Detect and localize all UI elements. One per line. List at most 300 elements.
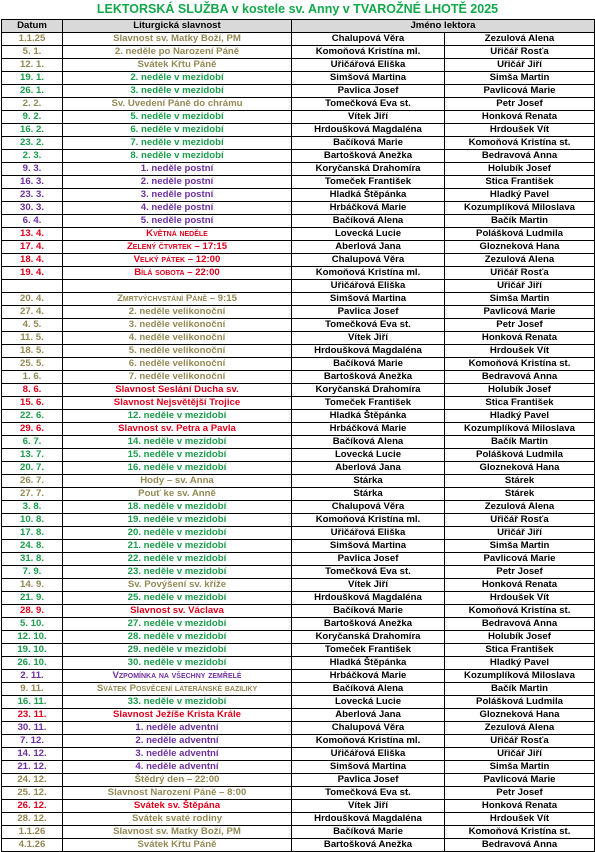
reader-1-cell: Vítek Jiří [292,111,445,124]
liturgy-cell: Hody – sv. Anna [63,475,292,488]
reader-2-cell: Simša Martin [445,761,595,774]
liturgy-cell: Slavnost sv. Matky Boží, PM [63,33,292,46]
table-row [2,618,595,631]
table-row [2,215,595,228]
liturgy-cell: 1. neděle postní [63,163,292,176]
table-row [2,423,595,436]
reader-2-cell: Polášková Ludmila [445,228,595,241]
reader-1-cell: Lovecká Lucie [292,228,445,241]
reader-1-cell: Koryčanská Drahomíra [292,163,445,176]
table-row [2,657,595,670]
liturgy-cell: Sv. Uvedení Páně do chrámu [63,98,292,111]
table-row [2,33,595,46]
reader-2-cell: Glozneková Hana [445,462,595,475]
date-cell: 17. 8. [2,527,63,540]
reader-2-cell: Hrdoušek Vít [445,124,595,137]
table-row [2,111,595,124]
table-row [2,696,595,709]
reader-2-cell: Uřičář Jiří [445,59,595,72]
reader-1-cell: Simšová Martina [292,293,445,306]
reader-1-cell: Simšová Martina [292,540,445,553]
reader-2-cell: Uřičář Jiří [445,280,595,293]
reader-2-cell: Uřičář Rosťa [445,46,595,59]
reader-1-cell: Bartošková Anežka [292,618,445,631]
reader-2-cell: Hladký Pavel [445,410,595,423]
reader-1-cell: Pavlica Josef [292,306,445,319]
reader-2-cell: Bačík Martin [445,683,595,696]
date-cell: 5. 1. [2,46,63,59]
reader-2-cell: Holubík Josef [445,631,595,644]
reader-1-cell: Chalupová Věra [292,501,445,514]
reader-1-cell: Hrdoušková Magdaléna [292,124,445,137]
liturgy-cell: Slavnost sv. Matky Boží, PM [63,826,292,839]
reader-schedule-table [1,19,595,852]
header-row [2,20,595,33]
reader-2-cell: Petr Josef [445,566,595,579]
reader-1-cell: Hrbáčková Marie [292,423,445,436]
reader-1-cell: Chalupová Věra [292,722,445,735]
date-cell: 9. 3. [2,163,63,176]
liturgy-cell: Slavnost Nejsvětější Trojice [63,397,292,410]
table-row [2,501,595,514]
date-cell: 19. 10. [2,644,63,657]
reader-2-cell: Holubík Josef [445,163,595,176]
liturgy-cell: 6. neděle velikonoční [63,358,292,371]
table-row [2,267,595,280]
reader-2-cell: Kozumplíková Miloslava [445,202,595,215]
date-cell [2,280,63,293]
date-cell: 2. 3. [2,150,63,163]
reader-2-cell: Bačík Martin [445,215,595,228]
reader-2-cell: Stica František [445,644,595,657]
liturgy-cell: Slavnost Ježíše Krista Krále [63,709,292,722]
reader-1-cell: Komoňová Kristína ml. [292,46,445,59]
reader-2-cell: Honková Renata [445,332,595,345]
liturgy-cell: 3. neděle adventní [63,748,292,761]
liturgy-cell: Sv. Povýšení sv. kříže [63,579,292,592]
date-cell: 13. 4. [2,228,63,241]
date-cell: 4. 5. [2,319,63,332]
reader-1-cell: Hrdoušková Magdaléna [292,345,445,358]
table-row [2,488,595,501]
reader-1-cell: Hrdoušková Magdaléna [292,592,445,605]
liturgy-cell: Slavnost sv. Václava [63,605,292,618]
reader-2-cell: Bedravová Anna [445,618,595,631]
table-row [2,85,595,98]
table-row [2,436,595,449]
reader-1-cell: Uřičářová Eliška [292,527,445,540]
reader-2-cell: Zezulová Alena [445,501,595,514]
table-row [2,735,595,748]
reader-1-cell: Aberlová Jana [292,709,445,722]
reader-1-cell: Uřičářová Eliška [292,280,445,293]
liturgy-cell: 30. neděle v mezidobí [63,657,292,670]
reader-1-cell: Lovecká Lucie [292,696,445,709]
reader-2-cell: Bačík Martin [445,436,595,449]
date-cell: 12. 1. [2,59,63,72]
liturgy-cell: Slavnost Narození Páně – 8:00 [63,787,292,800]
liturgy-cell: 28. neděle v mezidobí [63,631,292,644]
liturgy-cell: 6. neděle v mezidobí [63,124,292,137]
reader-1-cell: Bartošková Anežka [292,371,445,384]
reader-2-cell: Simša Martin [445,72,595,85]
date-cell: 16. 3. [2,176,63,189]
table-row [2,605,595,618]
date-cell: 15. 6. [2,397,63,410]
header-date: Datum [2,20,63,33]
reader-1-cell: Simšová Martina [292,761,445,774]
liturgy-cell: Svátek Posvěcení lateránské baziliky [63,683,292,696]
reader-2-cell: Polášková Ludmila [445,696,595,709]
table-row [2,813,595,826]
reader-1-cell: Komoňová Kristína ml. [292,735,445,748]
reader-2-cell: Uřičář Jiří [445,527,595,540]
reader-2-cell: Bedravová Anna [445,371,595,384]
table-row [2,306,595,319]
date-cell: 26. 10. [2,657,63,670]
reader-1-cell: Stárka [292,475,445,488]
header-reader: Jméno lektora [292,20,595,33]
reader-1-cell: Koryčanská Drahomíra [292,631,445,644]
liturgy-cell: Svátek svaté rodiny [63,813,292,826]
liturgy-cell: 12. neděle v mezidobí [63,410,292,423]
reader-2-cell: Stárek [445,475,595,488]
table-row [2,826,595,839]
reader-2-cell: Holubík Josef [445,384,595,397]
date-cell: 21. 12. [2,761,63,774]
reader-1-cell: Hrbáčková Marie [292,670,445,683]
date-cell: 17. 4. [2,241,63,254]
date-cell: 9. 11. [2,683,63,696]
table-row [2,319,595,332]
date-cell: 3. 8. [2,501,63,514]
table-row [2,241,595,254]
table-row [2,176,595,189]
table-row [2,553,595,566]
reader-2-cell: Komoňová Kristína st. [445,826,595,839]
date-cell: 2. 11. [2,670,63,683]
reader-2-cell: Honková Renata [445,800,595,813]
liturgy-cell: 2. neděle postní [63,176,292,189]
table-row [2,592,595,605]
reader-1-cell: Stárka [292,488,445,501]
liturgy-cell: Svátek Křtu Páně [63,59,292,72]
liturgy-cell: 2. neděle adventní [63,735,292,748]
table-row [2,137,595,150]
reader-2-cell: Kozumplíková Miloslava [445,670,595,683]
liturgy-cell: 2. neděle po Narození Páně [63,46,292,59]
date-cell: 30. 11. [2,722,63,735]
reader-1-cell: Bačíková Alena [292,215,445,228]
reader-1-cell: Komoňová Kristína ml. [292,514,445,527]
reader-2-cell: Komoňová Kristína st. [445,605,595,618]
reader-1-cell: Aberlová Jana [292,241,445,254]
reader-2-cell: Glozneková Hana [445,709,595,722]
table-row [2,98,595,111]
reader-2-cell: Bedravová Anna [445,150,595,163]
page-title: LEKTORSKÁ SLUŽBA v kostele sv. Anny v TVAROŽNÉ LHOTĚ 2025 [96,2,499,16]
reader-1-cell: Pavlica Josef [292,553,445,566]
date-cell: 14. 9. [2,579,63,592]
liturgy-cell: Slavnost sv. Petra a Pavla [63,423,292,436]
date-cell: 23. 3. [2,189,63,202]
date-cell: 24. 12. [2,774,63,787]
table-row [2,722,595,735]
table-row [2,358,595,371]
table-row [2,228,595,241]
table-row [2,514,595,527]
reader-2-cell: Komoňová Kristína st. [445,137,595,150]
date-cell: 10. 8. [2,514,63,527]
liturgy-cell: 21. neděle v mezidobí [63,540,292,553]
liturgy-cell: Svátek sv. Štěpána [63,800,292,813]
reader-2-cell: Bedravová Anna [445,839,595,852]
date-cell: 12. 10. [2,631,63,644]
date-cell: 18. 4. [2,254,63,267]
table-row [2,449,595,462]
reader-2-cell: Pavlicová Marie [445,774,595,787]
liturgy-cell: 25. neděle v mezidobí [63,592,292,605]
reader-2-cell: Komoňová Kristína st. [445,358,595,371]
liturgy-cell: 16. neděle v mezidobí [63,462,292,475]
liturgy-cell: 5. neděle postní [63,215,292,228]
date-cell: 21. 9. [2,592,63,605]
date-cell: 28. 9. [2,605,63,618]
liturgy-cell: 3. neděle v mezidobí [63,85,292,98]
table-row [2,384,595,397]
liturgy-cell: Vzpomínka na všechny zemřelé [63,670,292,683]
reader-1-cell: Tomeček František [292,644,445,657]
liturgy-cell: 3. neděle velikonoční [63,319,292,332]
liturgy-cell: 2. neděle v mezidobí [63,72,292,85]
date-cell: 26. 12. [2,800,63,813]
liturgy-cell: 5. neděle velikonoční [63,345,292,358]
liturgy-cell: Bílá sobota – 22:00 [63,267,292,280]
liturgy-cell: Zmrtvýchvstání Páně – 9:15 [63,293,292,306]
date-cell: 11. 5. [2,332,63,345]
reader-2-cell: Hladký Pavel [445,189,595,202]
reader-1-cell: Pavlica Josef [292,774,445,787]
reader-2-cell: Pavlicová Marie [445,85,595,98]
reader-1-cell: Hladká Štěpánka [292,657,445,670]
reader-1-cell: Bačíková Alena [292,436,445,449]
date-cell: 27. 4. [2,306,63,319]
reader-1-cell: Aberlová Jana [292,462,445,475]
table-row [2,475,595,488]
reader-2-cell: Hrdoušek Vít [445,345,595,358]
reader-2-cell: Petr Josef [445,98,595,111]
reader-2-cell: Uřičář Jiří [445,748,595,761]
table-row [2,124,595,137]
reader-2-cell: Honková Renata [445,579,595,592]
reader-1-cell: Bačíková Marie [292,605,445,618]
date-cell: 28. 12. [2,813,63,826]
date-cell: 1. 6. [2,371,63,384]
date-cell: 16. 11. [2,696,63,709]
reader-2-cell: Simša Martin [445,293,595,306]
reader-1-cell: Bačíková Marie [292,826,445,839]
table-row [2,150,595,163]
date-cell: 7. 12. [2,735,63,748]
table-row [2,293,595,306]
reader-1-cell: Bačíková Marie [292,358,445,371]
date-cell: 2. 2. [2,98,63,111]
reader-1-cell: Koryčanská Drahomíra [292,384,445,397]
table-row [2,800,595,813]
reader-1-cell: Bartošková Anežka [292,839,445,852]
table-row [2,397,595,410]
table-row [2,163,595,176]
liturgy-cell: 20. neděle v mezidobí [63,527,292,540]
date-cell: 29. 6. [2,423,63,436]
table-row [2,540,595,553]
date-cell: 20. 7. [2,462,63,475]
reader-1-cell: Vítek Jiří [292,332,445,345]
reader-2-cell: Stica František [445,176,595,189]
reader-2-cell: Polášková Ludmila [445,449,595,462]
table-body [2,33,595,852]
reader-2-cell: Petr Josef [445,319,595,332]
date-cell: 24. 8. [2,540,63,553]
reader-2-cell: Honková Renata [445,111,595,124]
liturgy-cell [63,280,292,293]
reader-1-cell: Simšová Martina [292,72,445,85]
reader-1-cell: Uřičářová Eliška [292,59,445,72]
reader-2-cell: Stárek [445,488,595,501]
reader-1-cell: Tomeček František [292,397,445,410]
liturgy-cell: Zelený čtvrtek – 17:15 [63,241,292,254]
date-cell: 25. 12. [2,787,63,800]
table-row [2,254,595,267]
liturgy-cell: Štědrý den – 22:00 [63,774,292,787]
reader-2-cell: Zezulová Alena [445,33,595,46]
liturgy-cell: 4. neděle adventní [63,761,292,774]
date-cell: 30. 3. [2,202,63,215]
date-cell: 19. 4. [2,267,63,280]
table-row [2,579,595,592]
table-row [2,670,595,683]
reader-1-cell: Hladká Štěpánka [292,410,445,423]
table-row [2,774,595,787]
liturgy-cell: 1. neděle adventní [63,722,292,735]
date-cell: 1.1.26 [2,826,63,839]
liturgy-cell: 3. neděle postní [63,189,292,202]
reader-2-cell: Stica František [445,397,595,410]
reader-1-cell: Hrdoušková Magdaléna [292,813,445,826]
date-cell: 23. 11. [2,709,63,722]
date-cell: 25. 5. [2,358,63,371]
liturgy-cell: 22. neděle v mezidobí [63,553,292,566]
liturgy-cell: Velký pátek – 12:00 [63,254,292,267]
liturgy-cell: Pouť ke sv. Anně [63,488,292,501]
table-row [2,761,595,774]
reader-2-cell: Hrdoušek Vít [445,813,595,826]
liturgy-cell: 18. neděle v mezidobí [63,501,292,514]
date-cell: 31. 8. [2,553,63,566]
reader-1-cell: Komoňová Kristína ml. [292,267,445,280]
date-cell: 20. 4. [2,293,63,306]
reader-2-cell: Uřičář Rosťa [445,735,595,748]
date-cell: 23. 2. [2,137,63,150]
date-cell: 9. 2. [2,111,63,124]
date-cell: 4.1.26 [2,839,63,852]
reader-1-cell: Hladká Štěpánka [292,189,445,202]
reader-1-cell: Tomečková Eva st. [292,319,445,332]
table-row [2,202,595,215]
liturgy-cell: 29. neděle v mezidobí [63,644,292,657]
reader-2-cell: Zezulová Alena [445,254,595,267]
table-row [2,72,595,85]
table-row [2,46,595,59]
date-cell: 14. 12. [2,748,63,761]
header-liturgy: Liturgická slavnost [63,20,292,33]
reader-1-cell: Tomeček František [292,176,445,189]
date-cell: 13. 7. [2,449,63,462]
liturgy-cell: 27. neděle v mezidobí [63,618,292,631]
reader-2-cell: Petr Josef [445,787,595,800]
reader-1-cell: Chalupová Věra [292,254,445,267]
reader-1-cell: Uřičářová Eliška [292,748,445,761]
table-row [2,709,595,722]
reader-2-cell: Pavlicová Marie [445,306,595,319]
reader-2-cell: Pavlicová Marie [445,553,595,566]
liturgy-cell: 33. neděle v mezidobí [63,696,292,709]
table-row [2,631,595,644]
table-row [2,371,595,384]
date-cell: 22. 6. [2,410,63,423]
reader-1-cell: Hrbáčková Marie [292,202,445,215]
liturgy-cell: 8. neděle v mezidobí [63,150,292,163]
date-cell: 26. 1. [2,85,63,98]
table-row [2,280,595,293]
liturgy-cell: Květná neděle [63,228,292,241]
reader-2-cell: Uřičář Rosťa [445,514,595,527]
liturgy-cell: 5. neděle v mezidobí [63,111,292,124]
table-row [2,748,595,761]
table-row [2,332,595,345]
reader-1-cell: Lovecká Lucie [292,449,445,462]
liturgy-cell: 4. neděle velikonoční [63,332,292,345]
liturgy-cell: 2. neděle velikonoční [63,306,292,319]
date-cell: 1.1.25 [2,33,63,46]
reader-1-cell: Bartošková Anežka [292,150,445,163]
date-cell: 6. 4. [2,215,63,228]
date-cell: 16. 2. [2,124,63,137]
liturgy-cell: Svátek Křtu Páně [63,839,292,852]
reader-1-cell: Bačíková Marie [292,137,445,150]
reader-2-cell: Simša Martin [445,540,595,553]
table-row [2,566,595,579]
date-cell: 26. 7. [2,475,63,488]
date-cell: 27. 7. [2,488,63,501]
liturgy-cell: Slavnost Seslání Ducha sv. [63,384,292,397]
liturgy-cell: 7. neděle velikonoční [63,371,292,384]
reader-1-cell: Tomečková Eva st. [292,566,445,579]
liturgy-cell: 14. neděle v mezidobí [63,436,292,449]
reader-2-cell: Glozneková Hana [445,241,595,254]
table-row [2,410,595,423]
liturgy-cell: 23. neděle v mezidobí [63,566,292,579]
reader-1-cell: Tomečková Eva st. [292,787,445,800]
date-cell: 6. 7. [2,436,63,449]
liturgy-cell: 4. neděle postní [63,202,292,215]
reader-1-cell: Chalupová Věra [292,33,445,46]
reader-2-cell: Zezulová Alena [445,722,595,735]
table-row [2,644,595,657]
reader-1-cell: Vítek Jiří [292,579,445,592]
table-header [2,20,595,33]
table-row [2,527,595,540]
